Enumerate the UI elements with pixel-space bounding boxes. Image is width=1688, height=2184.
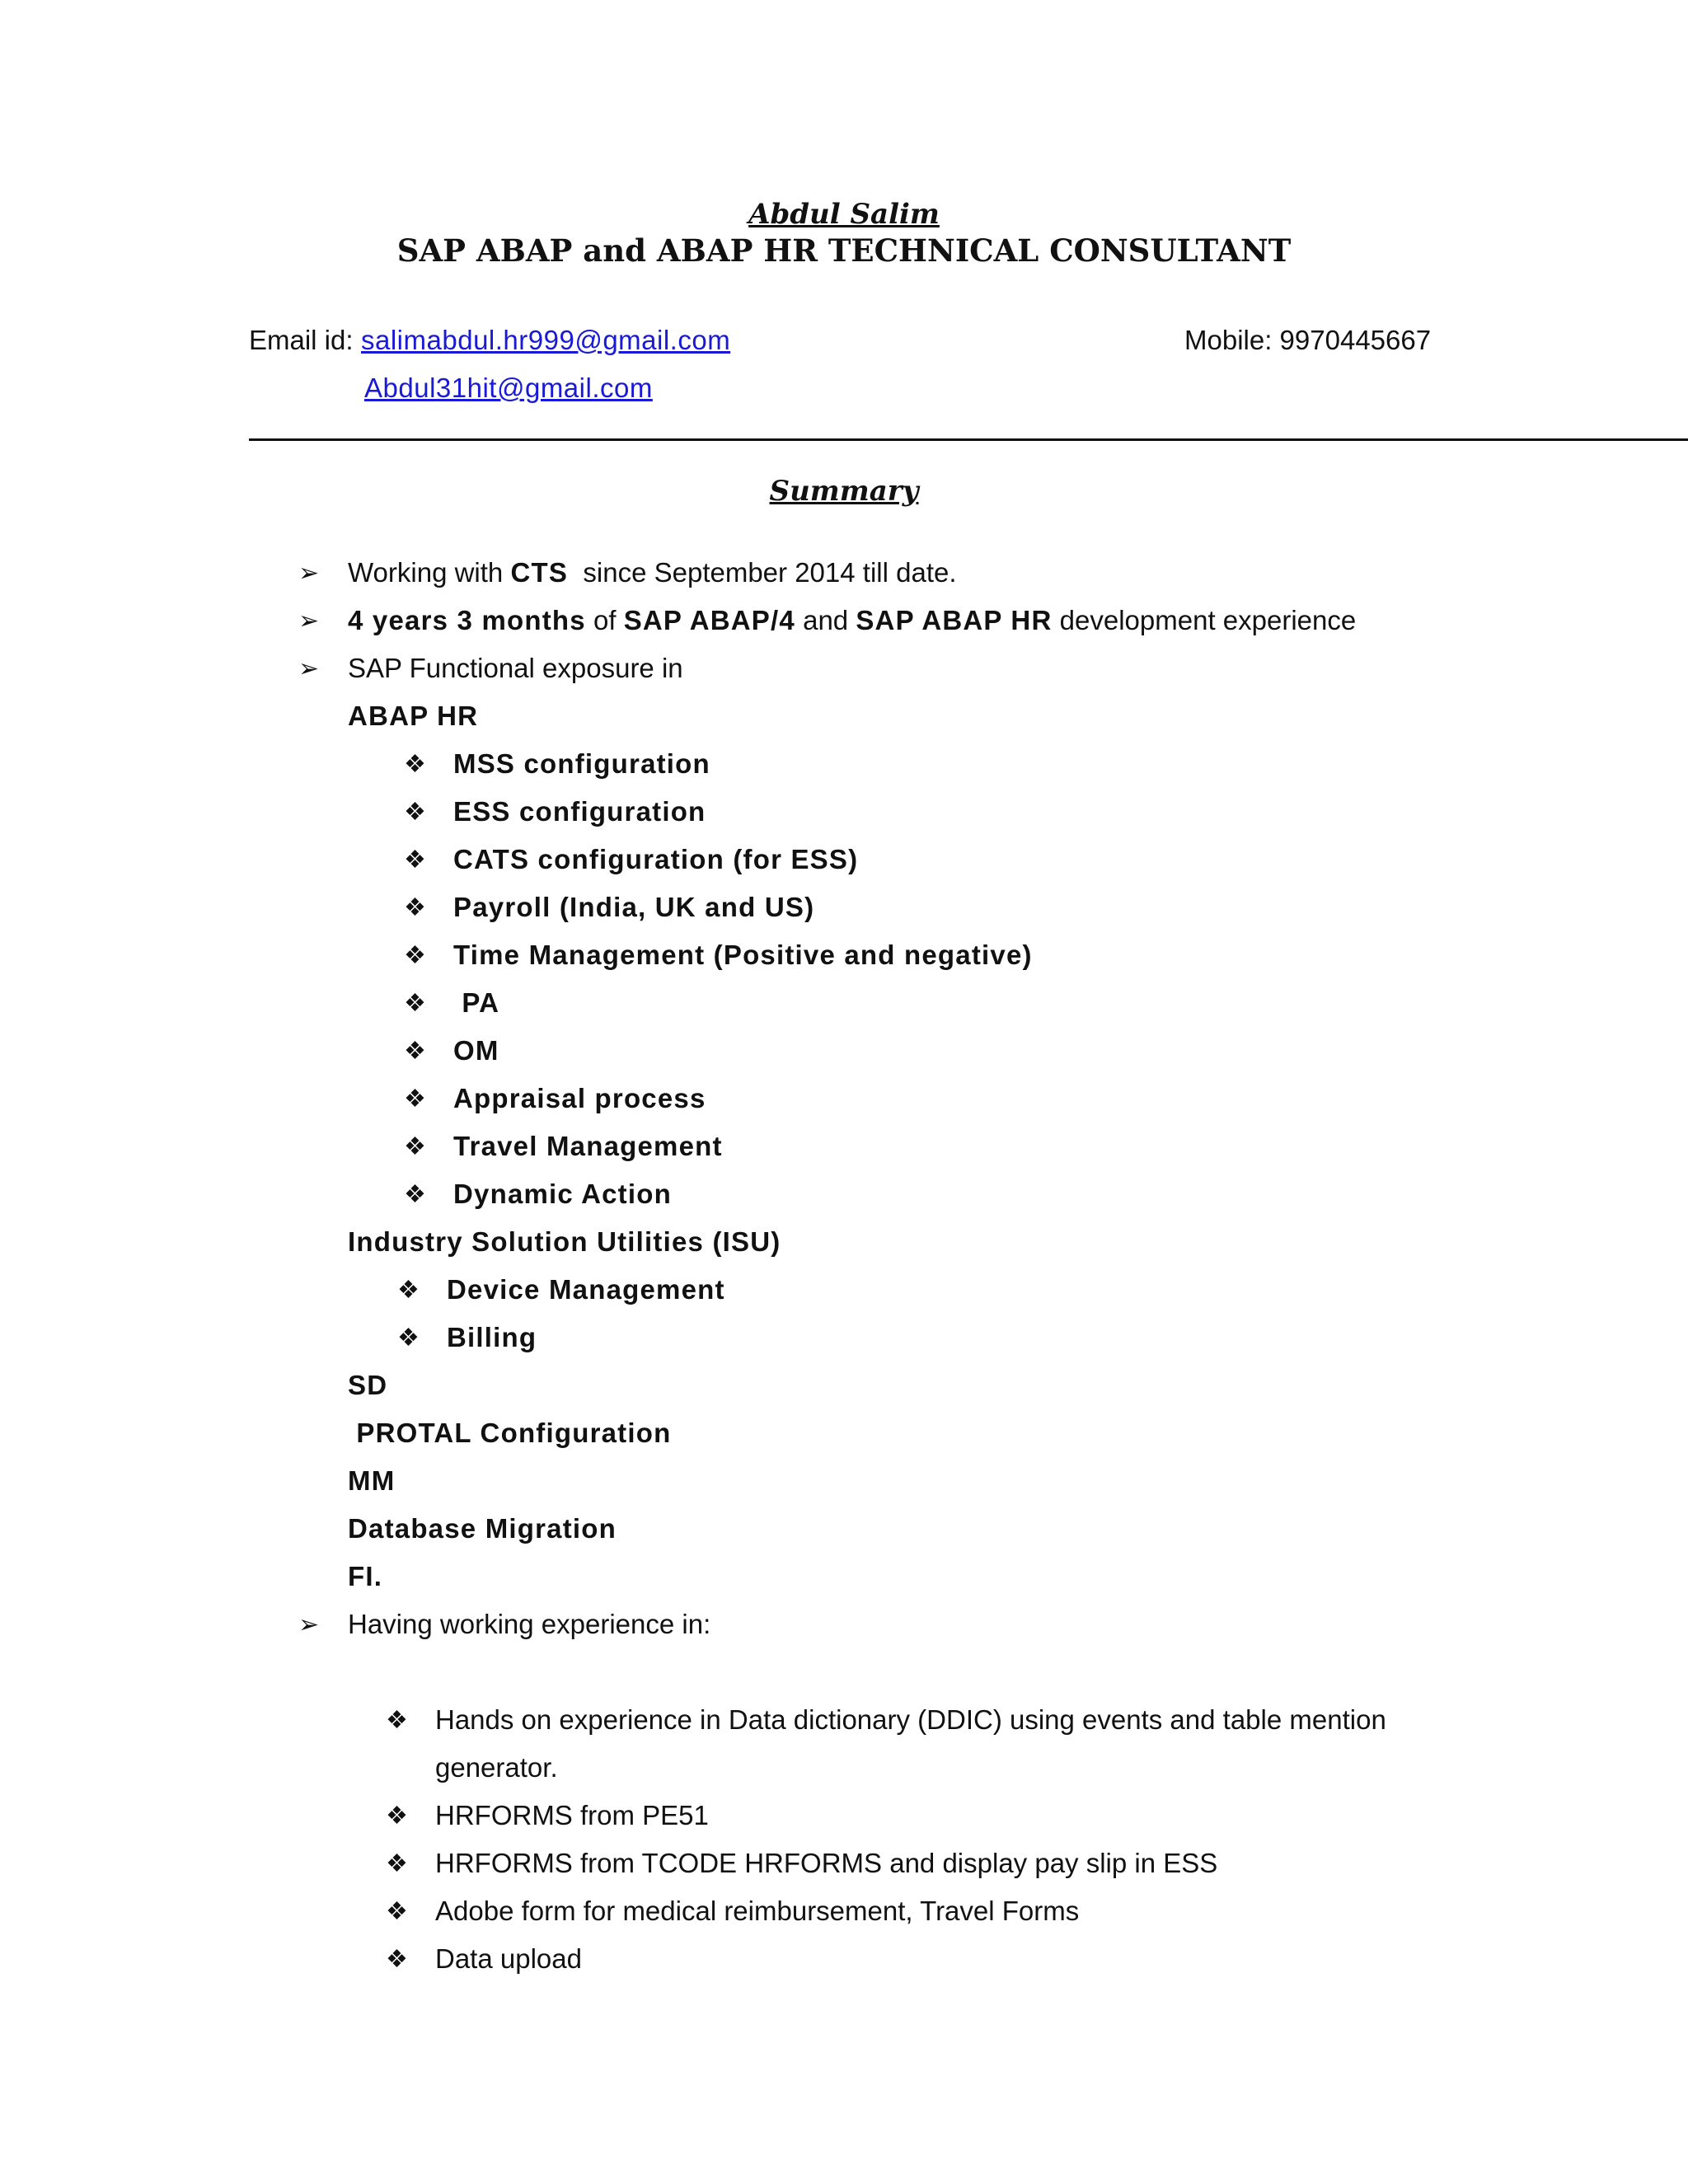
candidate-name: Abdul Salim <box>748 198 940 231</box>
summary-item-text: and <box>795 605 856 635</box>
summary-item-text: of <box>585 605 624 635</box>
diamond-bullet-icon: ❖ <box>404 942 426 969</box>
diamond-bullet-icon: ❖ <box>386 1898 408 1925</box>
summary-item-text: since September 2014 till date. <box>568 557 957 588</box>
module-heading-portal: PROTAL Configuration <box>348 1418 672 1448</box>
header-divider <box>249 438 1688 441</box>
experience-list-item: HRFORMS from TCODE HRFORMS and display pay slip in ESS <box>435 1848 1218 1878</box>
diamond-bullet-icon: ❖ <box>404 799 426 826</box>
experience-list-item: Data upload <box>435 1943 582 1974</box>
hr-list-item: Payroll (India, UK and US) <box>453 892 815 922</box>
arrow-bullet-icon: ➢ <box>298 560 320 587</box>
diamond-bullet-icon: ❖ <box>404 846 426 874</box>
mobile-number: Mobile: 9970445667 <box>1184 325 1432 355</box>
hr-list-item: PA <box>453 987 500 1018</box>
hr-list-item: Time Management (Positive and negative) <box>453 940 1033 970</box>
module-heading-mm: MM <box>348 1465 396 1496</box>
experience-list-item: HRFORMS from PE51 <box>435 1800 709 1830</box>
hr-list-item: ESS configuration <box>453 796 706 827</box>
summary-item-working-experience: Having working experience in: <box>348 1609 711 1639</box>
summary-item-text: Working with <box>348 557 511 588</box>
diamond-bullet-icon: ❖ <box>397 1324 420 1352</box>
experience-list-item: Adobe form for medical reimbursement, Travel Forms <box>435 1896 1080 1926</box>
arrow-bullet-icon: ➢ <box>298 655 320 682</box>
isu-list-item: Device Management <box>447 1274 725 1305</box>
isu-list-item: Billing <box>447 1322 537 1352</box>
summary-heading: Summary <box>769 475 919 508</box>
summary-item-bold: 4 years 3 months <box>348 605 586 635</box>
diamond-bullet-icon: ❖ <box>404 894 426 921</box>
summary-item-cts <box>348 557 957 588</box>
diamond-bullet-icon: ❖ <box>404 1038 426 1065</box>
module-heading-abap-hr: ABAP HR <box>348 701 479 731</box>
hr-list-item: MSS configuration <box>453 748 710 779</box>
job-title: SAP ABAP and ABAP HR TECHNICAL CONSULTANT <box>396 232 1292 269</box>
arrow-bullet-icon: ➢ <box>298 1611 320 1638</box>
hr-list-item: Dynamic Action <box>453 1179 672 1209</box>
diamond-bullet-icon: ❖ <box>404 1085 426 1113</box>
module-heading-database-migration: Database Migration <box>348 1513 617 1544</box>
hr-list-item: CATS configuration (for ESS) <box>453 844 859 874</box>
hr-list-item: OM <box>453 1035 499 1066</box>
diamond-bullet-icon: ❖ <box>404 1133 426 1160</box>
diamond-bullet-icon: ❖ <box>404 990 426 1017</box>
summary-item-text: development experience <box>1052 605 1357 635</box>
diamond-bullet-icon: ❖ <box>404 1181 426 1208</box>
diamond-bullet-icon: ❖ <box>397 1277 420 1304</box>
summary-item-experience <box>348 605 1356 636</box>
hr-list-item: Appraisal process <box>453 1083 706 1113</box>
email-label: Email id: <box>249 325 354 355</box>
experience-list-item-continuation: generator. <box>435 1752 558 1783</box>
diamond-bullet-icon: ❖ <box>386 1707 408 1734</box>
email-link-primary[interactable]: salimabdul.hr999@gmail.com <box>361 325 731 355</box>
diamond-bullet-icon: ❖ <box>386 1802 408 1830</box>
summary-item-functional: SAP Functional exposure in <box>348 653 683 683</box>
diamond-bullet-icon: ❖ <box>386 1946 408 1973</box>
experience-list-item: Hands on experience in Data dictionary (DDIC) using events and table mention <box>435 1704 1386 1735</box>
module-heading-isu: Industry Solution Utilities (ISU) <box>348 1226 781 1257</box>
summary-item-bold: CTS <box>510 557 569 588</box>
summary-item-bold: SAP ABAP HR <box>856 605 1053 635</box>
diamond-bullet-icon: ❖ <box>386 1850 408 1877</box>
hr-list-item: Travel Management <box>453 1131 723 1161</box>
summary-item-bold: SAP ABAP/4 <box>623 605 795 635</box>
email-link-secondary[interactable]: Abdul31hit@gmail.com <box>364 373 653 403</box>
module-heading-fi: FI. <box>348 1561 383 1591</box>
diamond-bullet-icon: ❖ <box>404 751 426 778</box>
module-heading-sd: SD <box>348 1370 388 1400</box>
arrow-bullet-icon: ➢ <box>298 607 320 635</box>
